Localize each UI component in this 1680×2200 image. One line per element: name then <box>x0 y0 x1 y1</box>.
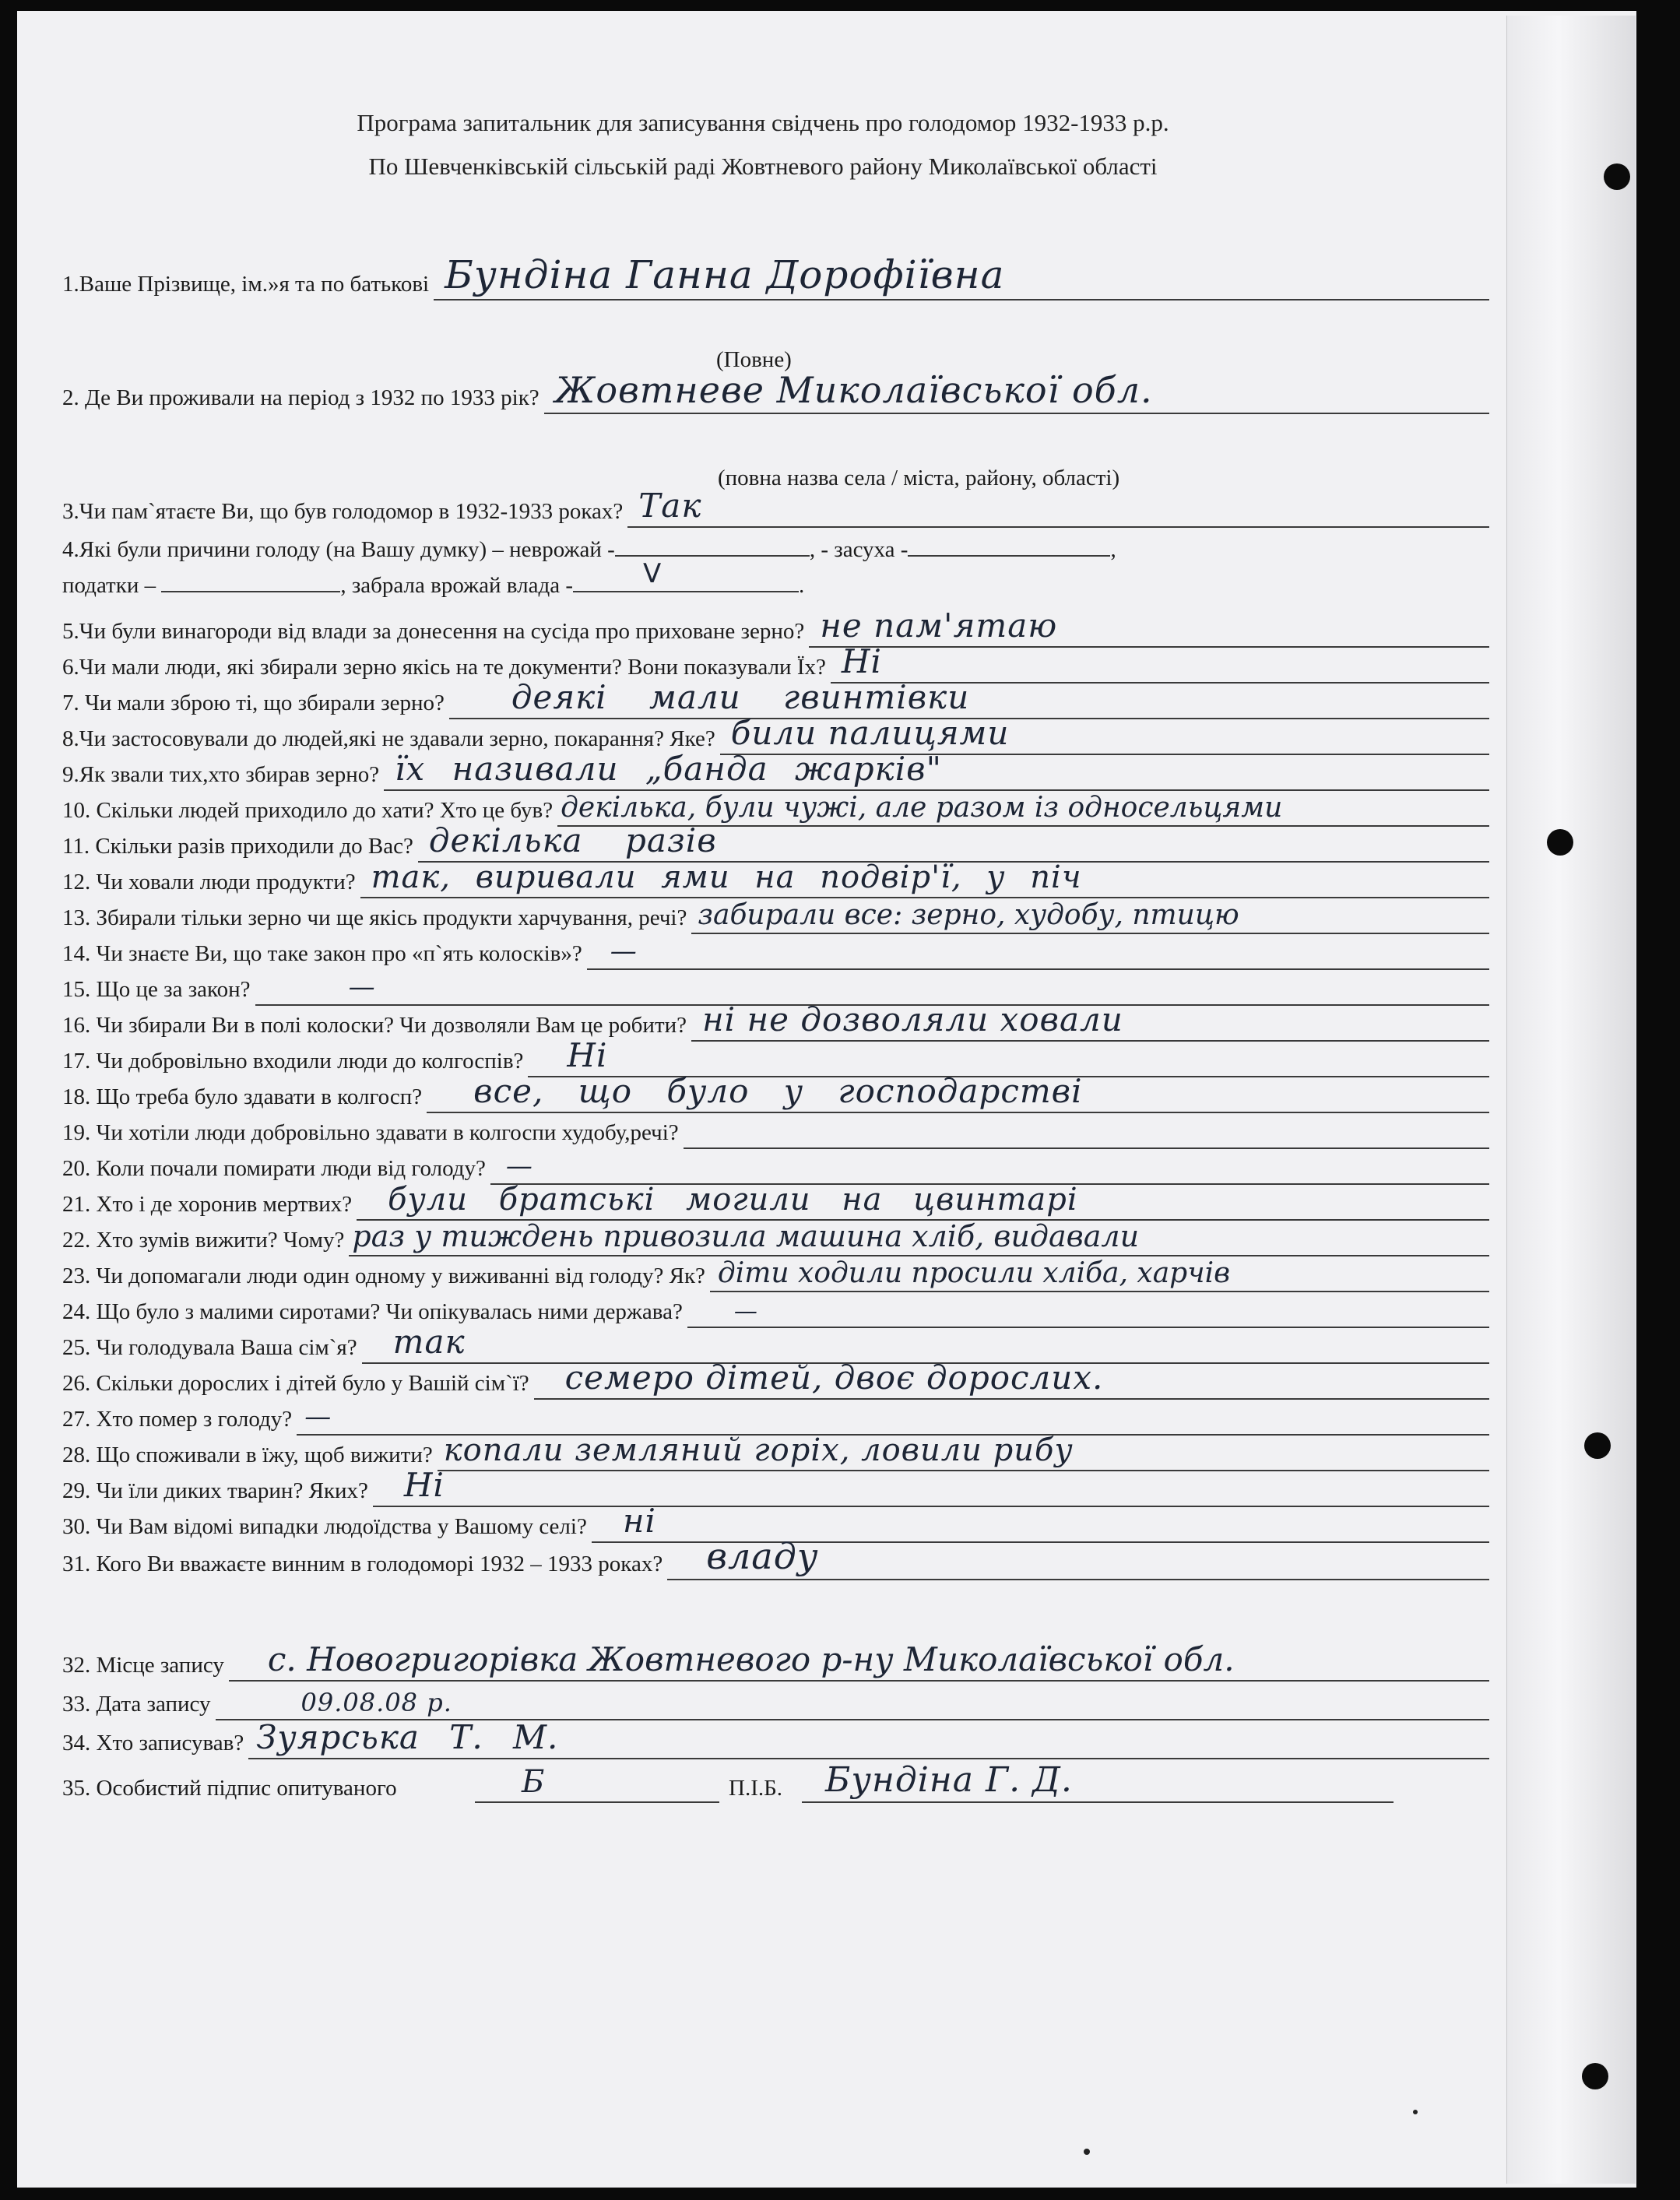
handwritten-answer: декілька разів <box>428 821 717 859</box>
handwritten-answer: 09.08.08 р. <box>301 1688 452 1717</box>
punch-hole <box>1604 163 1630 190</box>
answer-line <box>490 1149 1489 1185</box>
question-label: 4.Які були причини голоду (на Вашу думку) – неврожай - <box>62 537 615 562</box>
header-line-1: Програма запитальник для записування свідчень про голодомор 1932-1933 р.р. <box>357 109 1169 136</box>
page-edge-shadow <box>1506 16 1636 2184</box>
question-label: 28. Що споживали в їжу, щоб вижити? <box>62 1443 433 1467</box>
question-label: 33. Дата запису <box>62 1692 211 1717</box>
handwritten-answer: все, що було у господарстві <box>473 1072 1083 1110</box>
handwritten-answer: Ні <box>403 1466 445 1504</box>
question-label: 3.Чи пам`ятаєте Ви, що був голодомор в 1932-1933 роках? <box>62 499 624 524</box>
handwritten-answer: Зуярська Т. М. <box>256 1718 559 1756</box>
question-16 <box>62 1000 1489 1042</box>
answer-line <box>357 1182 1489 1221</box>
answer-line <box>684 1113 1489 1149</box>
handwritten-answer: — <box>610 936 638 967</box>
speck <box>1413 2110 1418 2114</box>
question-13 <box>62 897 1489 934</box>
answer-line <box>418 821 1489 863</box>
answer-line <box>373 1466 1489 1507</box>
question-label: 23. Чи допомагали люди один одному у виживанні від голоду? Як? <box>62 1263 705 1288</box>
handwritten-answer: деякі мали гвинтівки <box>511 678 970 716</box>
question-26 <box>62 1358 1489 1400</box>
question-label: 1.Ваше Прізвище, ім.»я та по батькові <box>62 272 430 297</box>
answer-line <box>710 1256 1489 1292</box>
question-label: 20. Коли почали помирати люди від голоду? <box>62 1156 486 1181</box>
answer-line <box>216 1685 1489 1720</box>
handwritten-answer: так <box>392 1323 466 1361</box>
answer-line <box>248 1718 1489 1759</box>
separator: , <box>1110 537 1116 562</box>
answer-line <box>161 591 340 592</box>
answer-line <box>360 859 1489 898</box>
question-31 <box>62 1535 1489 1580</box>
handwritten-answer: раз у тиждень привозила машина хліб, видавали <box>352 1219 1140 1253</box>
note-full-name: (повна назва села / міста, району, області) <box>718 466 1120 490</box>
handwritten-answer: ні не дозволяли ховали <box>702 1000 1123 1038</box>
question-label: 26. Скільки дорослих і дітей було у Вашій сім`ї? <box>62 1371 529 1396</box>
question-label: 14. Чи знаєте Ви, що таке закон про «п`ять колосків»? <box>62 941 582 966</box>
question-33 <box>62 1683 1489 1720</box>
answer-line <box>384 750 1489 791</box>
question-4-line-2 <box>62 558 805 599</box>
question-11 <box>62 821 1489 863</box>
question-label: 17. Чи добровільно входили люди до колгоспів? <box>62 1049 524 1074</box>
question-22 <box>62 1219 1489 1256</box>
answer-line <box>667 1535 1489 1580</box>
handwritten-answer: с. Новогригорівка Жовтневого р-ну Миколаївської обл. <box>267 1640 1235 1678</box>
question-label: 25. Чи голодувала Ваша сім`я? <box>62 1335 357 1360</box>
handwritten-answer: декілька, були чужі, але разом із односельцями <box>561 792 1283 824</box>
question-18 <box>62 1072 1489 1113</box>
question-9 <box>62 750 1489 791</box>
handwritten-name: Бундіна Г. Д. <box>825 1760 1073 1800</box>
handwritten-answer: так, виривали ями на подвір'ї, у піч <box>371 859 1082 895</box>
question-19 <box>62 1112 1489 1149</box>
drought-label: , - засуха - <box>809 537 909 562</box>
question-label: 35. Особистий підпис опитуваного <box>62 1776 397 1801</box>
signature: Б <box>522 1764 546 1800</box>
question-label: 5.Чи були винагороди від влади за донесення на сусіда про приховане зерно? <box>62 619 805 644</box>
handwritten-answer: владу <box>706 1535 819 1577</box>
question-3 <box>62 487 1489 528</box>
question-label: 13. Збирали тільки зерно чи ще якісь продукти харчування, речі? <box>62 905 687 930</box>
answer-line <box>615 555 810 557</box>
header-line-2: По Шевченківській сільській раді Жовтневого району Миколаївської області <box>368 153 1158 180</box>
answer-line <box>691 1000 1489 1042</box>
handwritten-answer: ні <box>622 1502 656 1540</box>
handwritten-answer: Жовтневе Миколаївської обл. <box>554 369 1153 411</box>
question-label: 16. Чи збирали Ви в полі колоски? Чи дозволяли Вам це робити? <box>62 1013 687 1038</box>
handwritten-answer: Так <box>638 487 702 525</box>
question-4-line-1 <box>62 537 1432 563</box>
question-label: 6.Чи мали люди, які збирали зерно якісь на те документи? Вони показували Їх? <box>62 655 826 680</box>
answer-line <box>573 558 799 592</box>
handwritten-answer: семеро дітей, двоє дорослих. <box>564 1358 1104 1397</box>
answer-line <box>349 1221 1489 1256</box>
question-label: 19. Чи хотіли люди добровільно здавати в колгоспи худобу,речі? <box>62 1120 679 1145</box>
question-label: 12. Чи ховали люди продукти? <box>62 870 356 894</box>
handwritten-answer: копали земляний горіх, ловили рибу <box>443 1432 1074 1468</box>
taxes-label: податки – <box>62 573 156 598</box>
handwritten-answer: били палицями <box>730 714 1010 752</box>
speck <box>1084 2149 1090 2155</box>
handwritten-answer: — <box>733 1298 758 1325</box>
pib-line <box>802 1760 1394 1803</box>
handwritten-answer: — <box>304 1401 332 1432</box>
question-28 <box>62 1434 1489 1471</box>
punch-hole <box>1582 2063 1608 2089</box>
question-24 <box>62 1291 1489 1328</box>
question-21 <box>62 1183 1489 1221</box>
answer-line <box>687 1292 1489 1328</box>
question-label: 15. Що це за закон? <box>62 977 251 1002</box>
answer-line <box>627 487 1489 528</box>
answer-line <box>908 555 1110 557</box>
question-label: 21. Хто і де хоронив мертвих? <box>62 1192 353 1217</box>
answer-line <box>809 606 1489 648</box>
question-5 <box>62 606 1489 648</box>
question-label: 27. Хто помер з голоду? <box>62 1407 293 1432</box>
question-label: 11. Скільки разів приходили до Вас? <box>62 834 413 859</box>
handwritten-answer: не пам'ятаю <box>820 606 1058 645</box>
question-label: 29. Чи їли диких тварин? Яких? <box>62 1478 368 1503</box>
question-label: 32. Місце запису <box>62 1653 224 1678</box>
answer-line <box>587 934 1489 970</box>
handwritten-answer: забирали все: зерно, худобу, птицю <box>698 899 1239 931</box>
handwritten-answer: Ні <box>841 642 882 680</box>
handwritten-answer: їх називали „банда жарків" <box>395 750 942 788</box>
answer-line <box>438 1432 1489 1471</box>
handwritten-answer: — <box>348 972 376 1003</box>
signature-line <box>475 1764 719 1803</box>
punch-hole <box>1584 1432 1611 1459</box>
question-2 <box>62 369 1489 414</box>
question-label: 24. Що було з малими сиротами? Чи опікувалась ними держава? <box>62 1299 683 1324</box>
period: . <box>798 573 805 598</box>
question-label: 34. Хто записував? <box>62 1731 244 1755</box>
answer-line <box>691 898 1489 934</box>
seized-label: , забрала врожай влада - <box>340 573 573 598</box>
punch-hole <box>1547 829 1573 856</box>
question-32 <box>62 1640 1489 1682</box>
note-full: (Повне) <box>716 347 792 372</box>
handwritten-answer: діти ходили просили хліба, харчів <box>717 1257 1231 1289</box>
answer-line <box>434 252 1489 300</box>
answer-line <box>297 1400 1489 1436</box>
question-27 <box>62 1398 1489 1436</box>
question-label: 8.Чи застосовували до людей,які не здавали зерно, покарання? Яке? <box>62 726 715 751</box>
question-label: 18. Що треба було здавати в колгосп? <box>62 1084 423 1109</box>
answer-line <box>427 1072 1489 1113</box>
question-10 <box>62 789 1489 827</box>
pib-label: П.І.Б. <box>729 1776 783 1801</box>
question-label: 2. Де Ви проживали на період з 1932 по 1933 рік? <box>62 385 539 410</box>
question-label: 30. Чи Вам відомі випадки людоїдства у Вашому селі? <box>62 1514 587 1539</box>
question-20 <box>62 1147 1489 1185</box>
handwritten-answer: Бундіна Ганна Дорофіївна <box>445 252 1005 297</box>
handwritten-answer: були братські могили на цвинтарі <box>388 1182 1078 1218</box>
answer-line <box>229 1640 1489 1682</box>
handwritten-answer: — <box>505 1151 533 1182</box>
check-mark: V <box>642 558 662 589</box>
handwritten-answer: Ні <box>567 1036 608 1074</box>
question-label: 9.Як звали тих,хто збирав зерно? <box>62 762 380 787</box>
question-34 <box>62 1718 1489 1759</box>
question-12 <box>62 861 1489 898</box>
question-23 <box>62 1255 1489 1292</box>
answer-line <box>534 1358 1489 1400</box>
question-label: 7. Чи мали зброю ті, що збирали зерно? <box>62 691 445 715</box>
question-label: 22. Хто зумів вижити? Чому? <box>62 1228 345 1253</box>
question-1 <box>62 252 1489 300</box>
question-29 <box>62 1466 1489 1507</box>
question-label: 10. Скільки людей приходило до хати? Хто це був? <box>62 798 554 823</box>
question-label: 31. Кого Ви вважаєте винним в голодоморі 1932 – 1933 роках? <box>62 1552 663 1576</box>
answer-line <box>544 369 1489 414</box>
question-14 <box>62 933 1489 970</box>
